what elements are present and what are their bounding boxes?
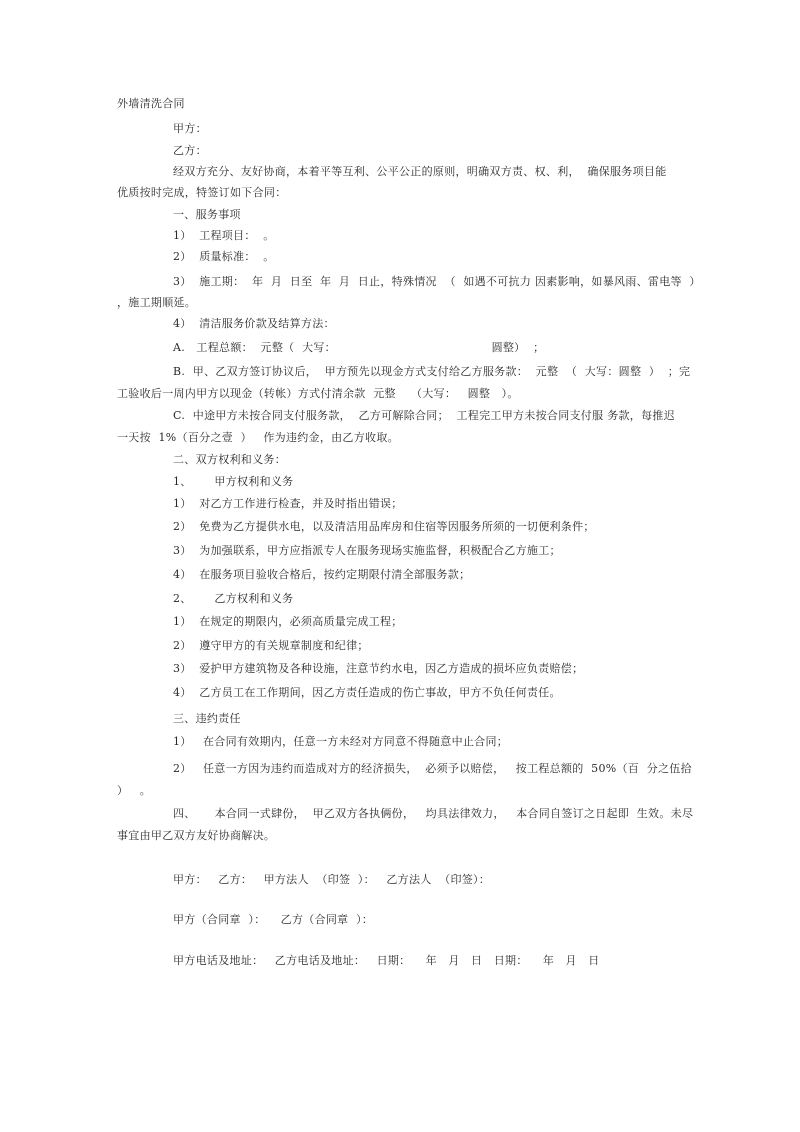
party-a-duty-4: 4） 在服务项目验收合格后，按约定期限付清全部服务款； [173, 568, 471, 581]
service-item-3-line-2: ，施工期顺延。 [117, 296, 197, 309]
payment-clause-b-line-2: 工验收后一周内甲方以现金（转帐）方式付清余款 元整 （大写： 圆整 ）。 [117, 387, 519, 400]
breach-clause-1: 1） 在合同有效期内，任意一方未经对方同意不得随意中止合同； [173, 735, 509, 748]
signature-line-1: 甲方： 乙方： 甲方法人 （印签 ）： 乙方法人 （印签）： [173, 873, 491, 886]
party-a-label: 甲方： [173, 122, 207, 135]
service-item-4: 4） 清洁服务价款及结算方法： [173, 317, 335, 330]
service-item-1: 1） 工程项目： 。 [173, 229, 275, 242]
party-b-duty-1: 1） 在规定的期限内，必须高质量完成工程； [173, 615, 403, 628]
party-b-duty-3: 3） 爱护甲方建筑物及各种设施，注意节约水电，因乙方造成的损坏应负责赔偿； [173, 662, 584, 675]
service-item-3-line-1: 3） 施工期： 年 月 日至 年 月 日止，特殊情况 （ 如遇不可抗力 因素影响，如暴风雨、雷电等 ） [173, 275, 701, 288]
section-2-heading: 二、双方权利和义务： [173, 453, 286, 466]
party-a-duty-1: 1） 对乙方工作进行检查，并及时指出错误； [173, 497, 403, 510]
party-b-rights-heading: 2、 乙方权利和义务 [173, 592, 294, 605]
payment-clause-b-line-1: B. 甲、乙双方签订协议后， 甲方预先以现金方式支付给乙方服务款： 元整 （ 大写：圆整 ） ；完 [173, 365, 691, 378]
signature-line-3: 甲方电话及地址： 乙方电话及地址： 日期： 年 月 日 日期： 年 月 日 [173, 954, 600, 967]
party-b-duty-4: 4） 乙方员工在工作期间，因乙方责任造成的伤亡事故，甲方不负任何责任。 [173, 686, 561, 699]
payment-clause-a: A. 工程总额： 元整（ 大写： 圆整） ； [173, 341, 545, 354]
party-b-label: 乙方： [173, 144, 207, 157]
party-b-duty-2: 2） 遵守甲方的有关规章制度和纪律； [173, 639, 369, 652]
signature-line-2: 甲方（合同章 ）： 乙方（合同章 ）： [173, 913, 374, 926]
section-4-line-2: 事宜由甲乙双方友好协商解决。 [117, 829, 276, 842]
section-4-line-1: 四、 本合同一式肆份， 甲乙双方各执俩份， 均具法律效力， 本合同自签订之日起即 生效。未尽 [173, 807, 694, 820]
section-1-heading: 一、服务事项 [173, 208, 241, 221]
payment-clause-c-line-2: 一天按 1%（百分之壹 ） 作为违约金，由乙方收取。 [117, 431, 399, 444]
party-a-duty-2: 2） 免费为乙方提供水电，以及清洁用品库房和住宿等因服务所须的一切便利条件； [173, 520, 595, 533]
payment-clause-c-line-1: C. 中途甲方未按合同支付服务款， 乙方可解除合同； 工程完工甲方未按合同支付服 务款，每推迟 [173, 409, 675, 422]
party-a-rights-heading: 1、 甲方权利和义务 [173, 475, 294, 488]
preamble-line-1: 经双方充分、友好协商，本着平等互利、公平公正的原则，明确双方责、权、利， 确保服务项目能 [173, 165, 667, 178]
breach-clause-2-line-1: 2） 任意一方因为违约而造成对方的经济损失， 必须予以赔偿， 按工程总额的 50%（百 分之伍拾 [173, 762, 692, 775]
breach-clause-2-line-2: ） 。 [117, 784, 151, 797]
preamble-line-2: 优质按时完成，特签订如下合同： [117, 186, 287, 199]
section-3-heading: 三、违约责任 [173, 712, 241, 725]
service-item-2: 2） 质量标准： 。 [173, 250, 275, 263]
document-title: 外墙清洗合同 [117, 97, 185, 110]
party-a-duty-3: 3） 为加强联系，甲方应指派专人在服务现场实施监督，积极配合乙方施工； [173, 544, 561, 557]
